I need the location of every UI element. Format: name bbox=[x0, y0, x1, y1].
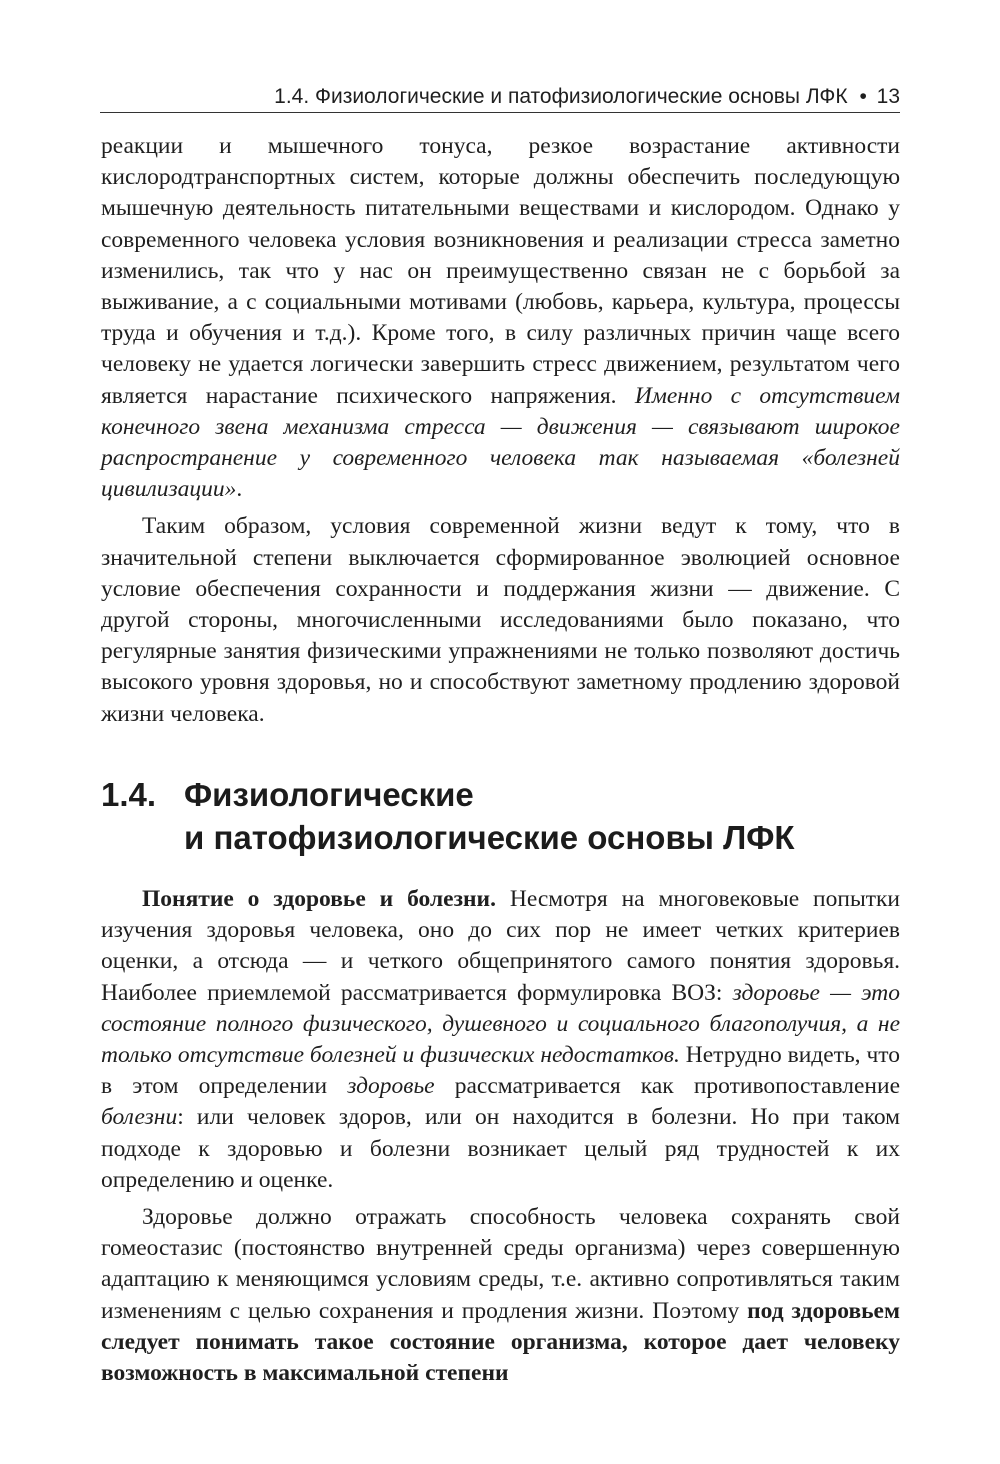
who-definition: здоровье — это состояние полного физического, душевного и социального благополучия, а не только отсутствие болезней и физических недостатков. bbox=[101, 979, 900, 1069]
header-rule bbox=[100, 112, 900, 113]
paragraph-text: рассматривается как противопоставление bbox=[434, 1073, 900, 1100]
italic-term-health: здоровье bbox=[347, 1073, 435, 1100]
paragraph-health-concept bbox=[101, 884, 900, 1196]
text-block-lower bbox=[101, 884, 900, 1389]
section-heading bbox=[101, 773, 795, 859]
paragraph-text: : или человек здоров, или он находится в болезни. Но при таком подходе к здоровью и болезни возникает целый ряд трудностей к их определению и оценке. bbox=[101, 1104, 900, 1193]
paragraph-text: реакции и мышечного тонуса, резкое возрастание активности кислородтранспортных систем, которые должны обеспечить последующую мышечную деятельность питательными веществами и кислородом. Однако у современного человека условия возникновения и реализации стресса заметно изменились, так что у нас он преимущественно связан не с борьбой за выживание, а с социальными мотивами (любовь, карьера, культура, процессы труда и обучения и т.д.). Кроме того, в силу различных причин чаще всего человеку не удается логически завершить стресс движением, результатом чего является нарастание психического напряжения. bbox=[101, 133, 900, 409]
page-number: 13 bbox=[876, 85, 900, 108]
italic-term-disease: болезни bbox=[101, 1104, 178, 1131]
paragraph-text: Здоровье должно отражать способность человека сохранять свой гомеостазис (постоянство внутренней среды организма) через совершенную адаптацию к меняющимся условиям среды, т.е. активно сопротивляться таким изменениям с целью сохранения и продления жизни. Поэтому bbox=[101, 1204, 900, 1324]
paragraph-conclusion: Таким образом, условия современной жизни ведут к тому, что в значительной степени выключается сформированное эволюцией основное условие обеспечения сохранности и поддержания жизни — движение. С другой стороны, многочисленными исследованиями было показано, что регулярные занятия физическими упражнениями не только позволяют достичь высокого уровня здоровья, но и способствуют заметному продлению здоровой жизни человека. bbox=[101, 513, 900, 727]
running-head bbox=[100, 84, 900, 110]
paragraph-homeostasis bbox=[101, 1202, 900, 1389]
paragraph-end: . bbox=[236, 476, 243, 503]
section-number: 1.4. bbox=[101, 776, 157, 813]
running-title: 1.4. Физиологические и патофизиологические основы ЛФК bbox=[274, 85, 848, 108]
paragraph-text: Нетрудно видеть, что в этом определении bbox=[101, 1042, 900, 1100]
text-block-upper bbox=[101, 131, 900, 730]
paragraph-stress-continuation bbox=[101, 131, 900, 505]
section-title-line1: Физиологические bbox=[184, 776, 474, 813]
paragraph-text: Несмотря на многовековые попытки изучения здоровья человека, оно до сих пор не имеет четких критериев оценки, а отсюда — и четкого общепринятого самого понятия здоровья. Наиболее приемлемой рассматривается формулировка ВОЗ: bbox=[101, 886, 900, 1006]
run-in-heading: Понятие о здоровье и болезни. bbox=[142, 886, 496, 912]
bold-emphasis: под здоровьем следует понимать такое состояние организма, которое дает человеку возможность в максимальной степени bbox=[101, 1297, 900, 1387]
bullet-separator: • bbox=[859, 85, 867, 108]
section-title-line2: и патофизиологические основы ЛФК bbox=[184, 819, 795, 856]
italic-emphasis: Именно с отсутствием конечного звена механизма стресса — движения — связывают широкое распространение у современного человека так называемая «болезней цивилизации» bbox=[101, 382, 901, 503]
